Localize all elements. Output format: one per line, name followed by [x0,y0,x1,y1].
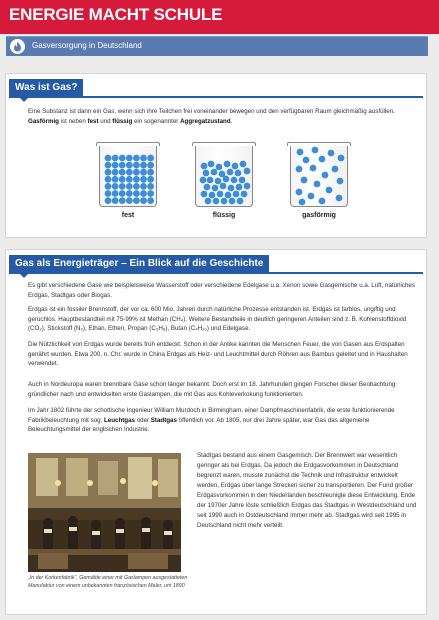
particle-gas [301,177,308,184]
particle-solid [147,176,154,183]
particle-liquid [228,185,235,192]
particle-liquid [224,161,231,168]
particle-liquid [212,185,219,192]
particle-solid [140,197,147,204]
particle-solid [112,169,119,176]
particle-solid [140,176,147,183]
section-divider [9,272,423,274]
paragraph-antike: Die Nützlichkeit von Erdgas wurde bereits früh entdeckt. Schon in der Antike kannten die Menschen Feuer, die von Gasen aus Erdspalten genährt wurden. Etwa 200. n. Chr. wurde in China Erdgas als Heiz- und Leuchtmittel durch Röhren aus Bambus geleitet und in Haushalten verwendet. [28,341,408,368]
particle-gas [319,198,326,205]
beaker-liquid [195,144,253,207]
particle-solid [140,162,147,169]
beaker-gas [290,144,348,207]
particle-solid [119,190,126,197]
particle-liquid [240,161,247,168]
particle-solid [105,176,112,183]
label-gasfoermig: gasförmig [302,212,336,219]
intro-paragraph: Eine Substanz ist dann ein Gas, wenn sich ihre Teilchen frei voneinander bewegen und den verfügbaren Raum gleichmäßig ausfüllen. [28,108,395,115]
particle-solid [119,169,126,176]
particle-solid [105,162,112,169]
particle-liquid [204,184,211,191]
term-fest: fest [87,118,99,125]
particle-solid [126,176,133,183]
particle-solid [126,162,133,169]
aggregate-paragraph: Gasförmig ist neben fest und flüssig ein sogenannter Aggregatzustand. [28,118,233,125]
particle-solid [126,169,133,176]
label-fluessig: flüssig [212,212,236,219]
particle-liquid [241,191,248,198]
particle-solid [140,183,147,190]
particle-solid [105,197,112,204]
particle-liquid [223,176,230,183]
particle-liquid [217,191,224,198]
term-aggregatzustand: Aggregatzustand [180,118,231,125]
particle-liquid [208,161,215,168]
liquid-particles [196,144,254,207]
particle-gas [312,147,319,154]
particle-gas [332,166,339,173]
particle-gas [310,165,317,172]
flame-icon [10,39,25,54]
particle-liquid [221,198,228,205]
factory-painting-image [28,453,181,572]
particle-solid [105,155,112,162]
particle-solid [147,155,154,162]
particle-liquid [216,164,223,171]
particle-gas [299,199,306,206]
topic-bar [6,36,428,56]
particle-liquid [244,183,251,190]
particle-solid [140,190,147,197]
particle-solid [119,197,126,204]
particle-liquid [205,198,212,205]
term-fluessig: flüssig [112,118,133,125]
particle-solid [147,197,154,204]
particle-gas [337,178,344,185]
particle-liquid [200,177,207,184]
particle-gas [336,195,343,202]
paragraph-nordeuropa: Auch in Nordeuropa waren brennbare Gase schon länger bekannt. Doch erst im 18. Jahrhundert gingen Forscher dieser Beobachtung gründlicher nach und entwickelten erste Gaslampen, die mit Gas aus Kohleverkokung funktionierten. [28,381,396,398]
particle-liquid [209,192,216,199]
particle-gas [308,193,315,200]
particle-liquid [211,169,218,176]
particle-liquid [215,178,222,185]
particle-solid [133,190,140,197]
label-fest: fest [121,212,135,219]
particle-liquid [239,177,246,184]
particle-liquid [229,198,236,205]
particle-liquid [220,183,227,190]
particle-gas [314,181,321,188]
particle-solid [105,190,112,197]
particle-solid [112,176,119,183]
particle-gas [326,187,333,194]
term-stadtgas: Stadtgas [150,416,177,424]
particle-liquid [227,169,234,176]
particle-solid [126,155,133,162]
beaker-solid [99,144,157,207]
particle-solid [105,183,112,190]
particle-solid [133,183,140,190]
section-title: Was ist Gas? [9,79,83,97]
solid-particles [100,144,158,207]
particle-liquid [207,177,214,184]
particle-gas [296,189,303,196]
particle-solid [133,155,140,162]
particle-solid [147,190,154,197]
particle-gas [296,166,303,173]
particle-liquid [201,163,208,170]
particle-solid [119,183,126,190]
particle-liquid [233,191,240,198]
term-leuchtgas: Leuchtgas [104,416,135,424]
particle-solid [112,155,119,162]
topic-label: Gasversorgung in Deutschland [32,41,142,50]
particle-liquid [232,163,239,170]
particle-gas [322,172,329,179]
particle-solid [147,183,154,190]
particle-liquid [244,168,251,175]
particle-gas [328,150,335,157]
gas-particles [291,144,349,207]
particle-liquid [236,184,243,191]
particle-solid [133,162,140,169]
image-caption: „In der Korkenfabrik“, Gemälde einer mit Gaslampen ausgestatteten Manufaktur von einem unbekannten französischen Maler, um 1890 [28,575,188,589]
particle-gas [297,149,304,156]
particle-solid [126,197,133,204]
particle-solid [119,176,126,183]
particle-solid [126,190,133,197]
particle-solid [126,183,133,190]
particle-solid [112,183,119,190]
particle-solid [119,155,126,162]
particle-solid [119,162,126,169]
paragraph-murdoch: Im Jahr 1802 führte der schottische Ingenieur William Murdoch in Birmingham, einer Dampfmaschinenfabrik, die erste funktionierende Fabrikbeleuchtung mit sog. Leuchtgas oder Stadtgas öffentlich vor. Ab 1805, nur drei Jahre später, war Gas das allgemeine Beleuchtungsmittel der englischen Industrie. [28,407,395,434]
site-title: ENERGIE MACHT SCHULE [9,5,223,24]
particle-solid [133,176,140,183]
paragraph-gase: Es gibt verschiedene Gase wie beispielsweise Wasserstoff oder verschiedene Edelgase u.a. Xenon sowie Gasgemische u.a. Luft, natürliches Erdgas, Stadtgas oder Biogas. [28,282,415,299]
particle-solid [112,190,119,197]
section-title: Gas als Energieträger – Ein Blick auf die Geschichte [9,255,269,273]
particle-liquid [225,192,232,199]
particle-liquid [201,191,208,198]
particle-gas [303,157,310,164]
section-divider [9,96,423,98]
particle-solid [133,197,140,204]
particle-solid [147,162,154,169]
particle-solid [112,162,119,169]
particle-liquid [237,198,244,205]
paragraph-stadtgas: Stadtgas bestand aus einem Gasgemisch. Der Brennwert war wesentlich geringer als bei Erdgas. Da jedoch die Erdgasvorkommen in Deutschland begrenzt waren, musste zunächst die Technik und Infrastruktur entwickelt werden, Erdgas über lange Strecken sicher zu transportieren. Der Fund großer Erdgasvorkommen in den Niederlanden beschleunigte diese Entwicklung. Ende der 1970er Jahre löste schließlich Erdgas das Stadtgas in Westdeutschland und seit 1990 auch in Ostdeutschland immer mehr ab. Stadtgas wird seit 1995 in Deutschland nicht mehr verteilt. [197,452,417,530]
particle-solid [112,197,119,204]
paragraph-erdgas: Erdgas ist ein fossiler Brennstoff, der vor ca. 600 Mio. Jahren durch natürliche Prozesse entstanden ist. Erdgas ist farblos, ungiftig und geruchlos. Hauptbestandteil mit 75-99% ist Methan (CH₄). Weitere Bestandteile in deutlich geringeren Anteilen sind z. B. Kohlenstoffdioxid (CO₂), Stickstoff (N₂), Ethan, Ethen, Propan (C₃H₈), Butan (C₄H₁₀) und Edelgase. [28,306,407,333]
term-gasfoermig: Gasförmig [28,118,59,125]
particle-gas [338,155,345,162]
particle-solid [147,169,154,176]
particle-liquid [235,170,242,177]
particle-solid [105,169,112,176]
particle-liquid [231,177,238,184]
site-header [0,0,439,34]
particle-gas [319,156,326,163]
particle-liquid [213,198,220,205]
particle-solid [133,169,140,176]
particle-solid [140,155,147,162]
particle-liquid [203,170,210,177]
particle-solid [140,169,147,176]
